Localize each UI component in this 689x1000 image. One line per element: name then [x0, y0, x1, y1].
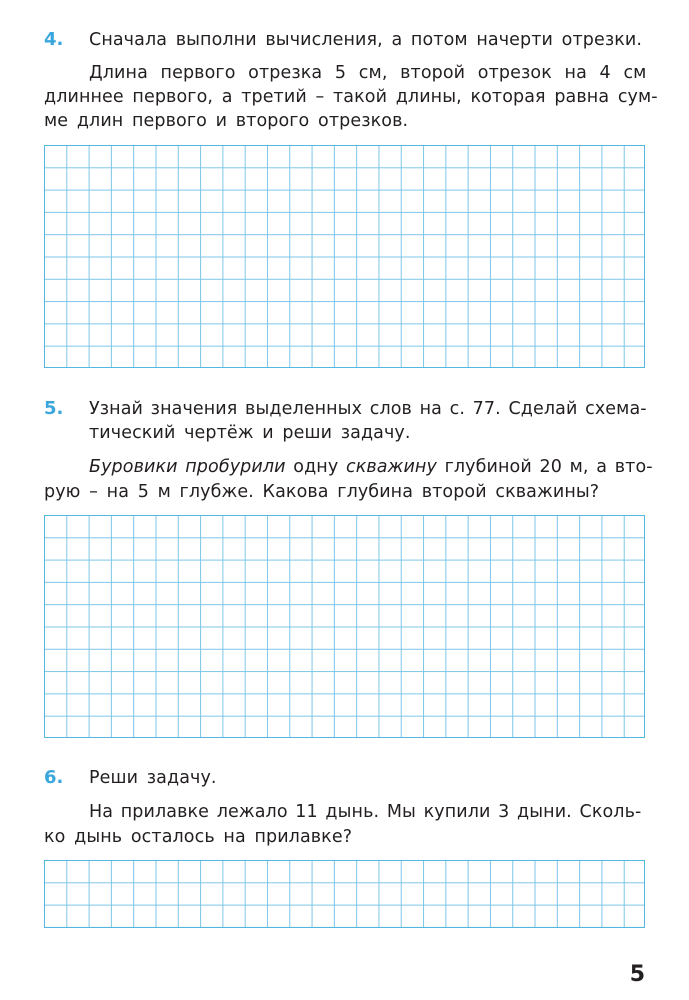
task-text-line: длиннее первого, а третий – такой длины, которая равна сум-: [44, 87, 658, 107]
task-text-line: Длина первого отрезка 5 см, второй отрезок на 4 см: [89, 63, 647, 83]
task-number: 6.: [44, 767, 64, 788]
answer-grid[interactable]: [44, 515, 645, 738]
task-number: 4.: [44, 29, 64, 50]
task-text-line: ме длин первого и второго отрезков.: [44, 111, 409, 131]
task-instruction: Сначала выполни вычисления, а потом начерти отрезки.: [89, 30, 643, 50]
task-text-line: ко дынь осталось на прилавке?: [44, 827, 353, 847]
text-fragment: глубиной 20 м, а вто-: [436, 457, 653, 477]
task-instruction: тический чертёж и реши задачу.: [89, 423, 411, 443]
page-number: 5: [629, 962, 645, 987]
answer-grid[interactable]: [44, 145, 645, 368]
task-instruction: Узнай значения выделенных слов на с. 77. Сделай схема-: [89, 399, 647, 419]
term-well: скважину: [345, 457, 437, 477]
task-instruction: Реши задачу.: [89, 768, 217, 788]
task-number: 5.: [44, 398, 64, 419]
answer-grid[interactable]: [44, 860, 645, 928]
task-text-line: [89, 456, 653, 478]
task-text-line: рую – на 5 м глубже. Какова глубина второй скважины?: [44, 482, 600, 502]
term-drillers: Буровики пробурили: [89, 457, 286, 477]
task-text-line: На прилавке лежало 11 дынь. Мы купили 3 дыни. Сколь-: [89, 802, 642, 822]
text-fragment: одну: [285, 457, 346, 477]
